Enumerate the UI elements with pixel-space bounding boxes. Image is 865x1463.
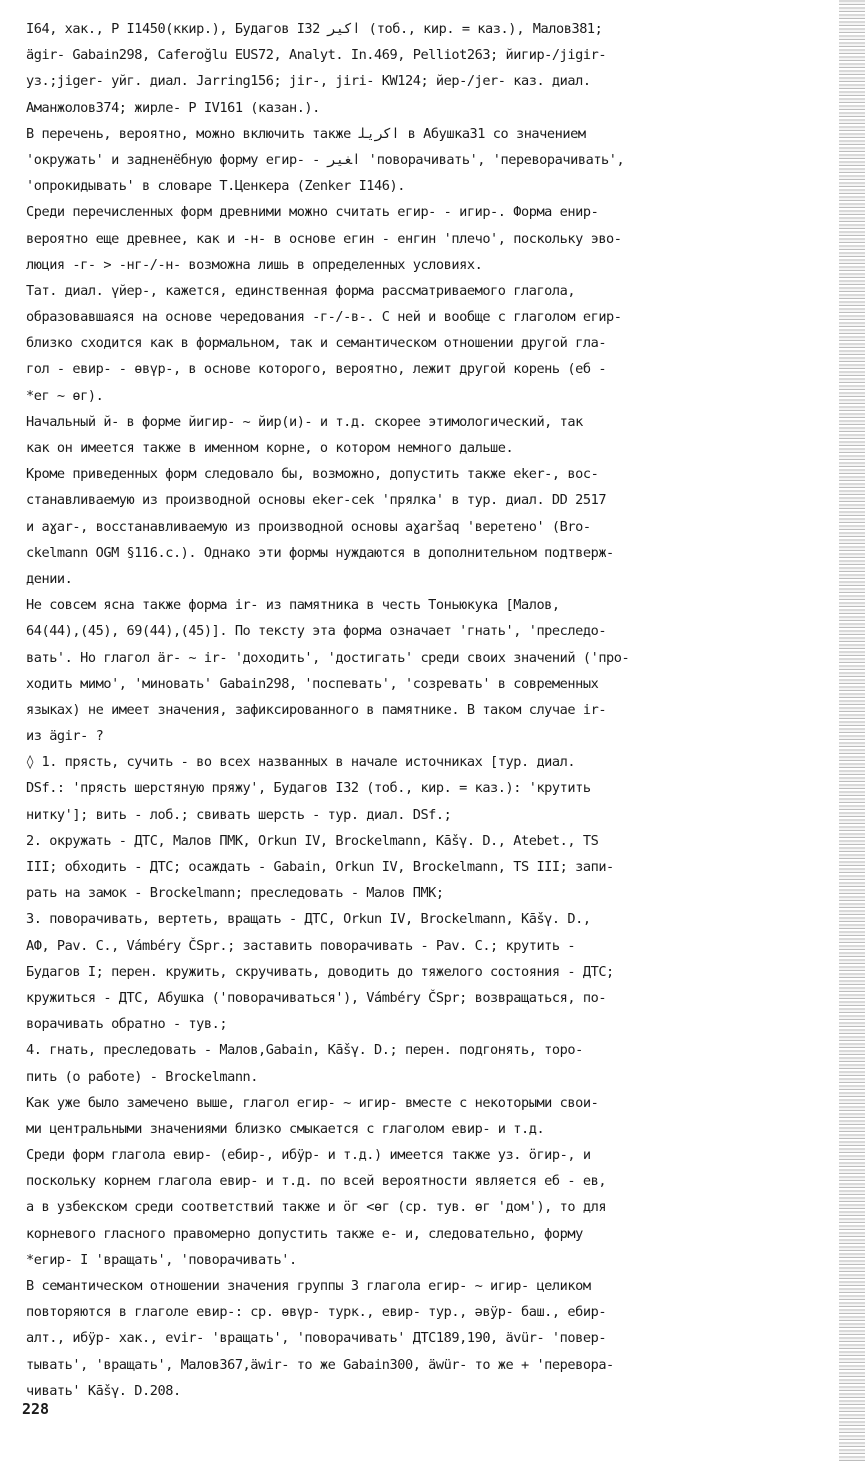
dictionary-entry-body: [26, 16, 844, 1404]
text-line: рать на замок - Brockelmann; преследовать - Малов ПМК;: [26, 885, 444, 902]
text-line: Начальный й- в форме йигир- ~ йир(и)- и т.д. скорее этимологический, так: [26, 413, 583, 430]
text-line: В перечень, вероятно, можно включить также ﺍﮐﺮﻳﻠ в Абушка31 со значением: [26, 125, 586, 142]
text-line: 'опрокидывать' в словаре Т.Ценкера (Zenker I146).: [26, 178, 405, 195]
text-line: Среди форм глагола евир- (ебир-, ибӱр- и т.д.) имеется также уз. ӧгир-, и: [26, 1147, 591, 1164]
text-line: дении.: [26, 570, 73, 587]
text-line: ◊ 1. прясть, сучить - во всех названных в начале источниках [тур. диал.: [26, 754, 576, 771]
text-line: чивать' Kāšγ. D.208.: [26, 1382, 181, 1399]
text-line: близко сходится как в формальном, так и семантическом отношении другой гла-: [26, 335, 607, 352]
text-line: Как уже было замечено выше, глагол егир- ~ игир- вместе с некоторыми свои-: [26, 1094, 599, 1111]
text-line: уз.;jiger- уйг. диал. Jarring156; jir-, jiri- KW124; йер-/jer- каз. диал.: [26, 73, 591, 90]
text-line: вероятно еще древнее, как и -н- в основе егин - енгин 'плечо', поскольку эво-: [26, 230, 622, 247]
text-line: как он имеется также в именном корне, о котором немного дальше.: [26, 440, 514, 456]
text-line: гол - евир- - өвүр-, в основе которого, вероятно, лежит другой корень (еб -: [26, 361, 607, 378]
text-line: ми центральными значениями близко смыкается с глаголом евир- и т.д.: [26, 1120, 545, 1137]
text-line: вать'. Но глагол är- ~ ir- 'доходить', 'достигать' среди своих значений ('про-: [26, 649, 630, 666]
text-line: Тат. диал. үйер-, кажется, единственная форма рассматриваемого глагола,: [26, 282, 576, 299]
text-line: III; обходить - ДТС; осаждать - Gabain, Orkun IV, Brockelmann, TS III; запи-: [26, 859, 614, 875]
text-line: *ег ~ өг).: [26, 387, 104, 404]
text-line: тывать', 'вращать', Малов367,äwir- то же Gabain300, äwür- то же + 'перевора-: [26, 1356, 614, 1373]
text-line: корневого гласного правомерно допустить также е- и, следовательно, форму: [26, 1225, 583, 1242]
text-line: языках) не имеет значения, зафиксированного в памятнике. В таком случае ir-: [26, 701, 607, 718]
page-number: 228: [22, 1400, 50, 1418]
text-line: поскольку корнем глагола евир- и т.д. по всей вероятности является еб - ев,: [26, 1173, 607, 1190]
text-line: АФ, Pav. C., Vámbéry ČSpr.; заставить поворачивать - Pav. C.; крутить -: [26, 937, 576, 954]
text-line: I64, хак., Р I1450(ккир.), Будагов I32 ﺍﮐﯿﺮ (тоб., кир. = каз.), Малов381;: [26, 21, 603, 37]
text-line: В семантическом отношении значения группы 3 глагола егир- ~ игир- целиком: [26, 1278, 591, 1294]
text-line: люция -г- > -нг-/-н- возможна лишь в определенных условиях.: [26, 256, 483, 273]
text-line: алт., ибӱр- хак., evir- 'вращать', 'поворачивать' ДТС189,190, ävür- 'повер-: [26, 1330, 607, 1347]
text-line: 64(44),(45), 69(44),(45)]. По тексту эта форма означает 'гнать', 'преследо-: [26, 623, 607, 640]
text-line: ägir- Gabain298, Caferoğlu EUS72, Analyt. In.469, Pelliot263; йигир-/jigir-: [26, 47, 607, 64]
text-line: ходить мимо', 'миновать' Gabain298, 'поспевать', 'созревать' в современных: [26, 675, 599, 692]
text-line: 2. окружать - ДТС, Малов ПМК, Orkun IV, Brockelmann, Kāšγ. D., Atebet., TS: [26, 832, 599, 849]
text-line: DSf.: 'прясть шерстяную пряжу', Будагов I32 (тоб., кир. = каз.): 'крутить: [26, 780, 591, 797]
text-line: повторяются в глаголе евир-: ср. өвүр- турк., евир- тур., әвӱр- баш., ебир-: [26, 1304, 607, 1321]
text-line: Кроме приведенных форм следовало бы, возможно, допустить также eker-, вос-: [26, 466, 599, 483]
document-page: [26, 16, 844, 1404]
text-line: образовавшаяся на основе чередования -г-/-в-. С ней и вообще с глаголом егир-: [26, 309, 622, 326]
text-line: кружиться - ДТС, Абушка ('поворачиваться'), Vámbéry ČSpr; возвращаться, по-: [26, 989, 607, 1006]
text-line: а в узбекском среди соответствий также и ӧг <өг (ср. тув. өг 'дом'), то для: [26, 1199, 607, 1216]
text-line: пить (о работе) - Brockelmann.: [26, 1068, 259, 1085]
text-line: 3. поворачивать, вертеть, вращать - ДТС, Orkun IV, Brockelmann, Kāšγ. D.,: [26, 911, 591, 928]
text-line: 'окружать' и задненёбную форму егир- - ﺍﻐﻴﺮ 'поворачивать', 'переворачивать',: [26, 151, 625, 168]
text-line: Среди перечисленных форм древними можно считать егир- - игир-. Форма енир-: [26, 204, 599, 221]
text-line: Будагов I; перен. кружить, скручивать, доводить до тяжелого состояния - ДТС;: [26, 963, 614, 980]
text-line: 4. гнать, преследовать - Малов,Gabain, Kāšγ. D.; перен. подгонять, торо-: [26, 1042, 583, 1059]
text-line: из ägir- ?: [26, 728, 104, 745]
text-line: Аманжолов374; жирле- Р IV161 (казан.).: [26, 99, 320, 116]
text-line: *егир- I 'вращать', 'поворачивать'.: [26, 1251, 297, 1268]
text-line: ckelmann OGM §116.c.). Однако эти формы нуждаются в дополнительном подтверж-: [26, 544, 614, 561]
text-line: нитку']; вить - лоб.; свивать шерсть - тур. диал. DSf.;: [26, 806, 452, 823]
text-line: и aɣar-, восстанавливаемую из производной основы aɣaršaq 'веретено' (Bro-: [26, 518, 591, 535]
text-line: Не совсем ясна также форма ir- из памятника в честь Тоньюкука [Малов,: [26, 597, 560, 614]
text-line: станавливаемую из производной основы eker-cek 'прялка' в тур. диал. DD 2517: [26, 492, 607, 509]
text-line: ворачивать обратно - тув.;: [26, 1016, 228, 1033]
